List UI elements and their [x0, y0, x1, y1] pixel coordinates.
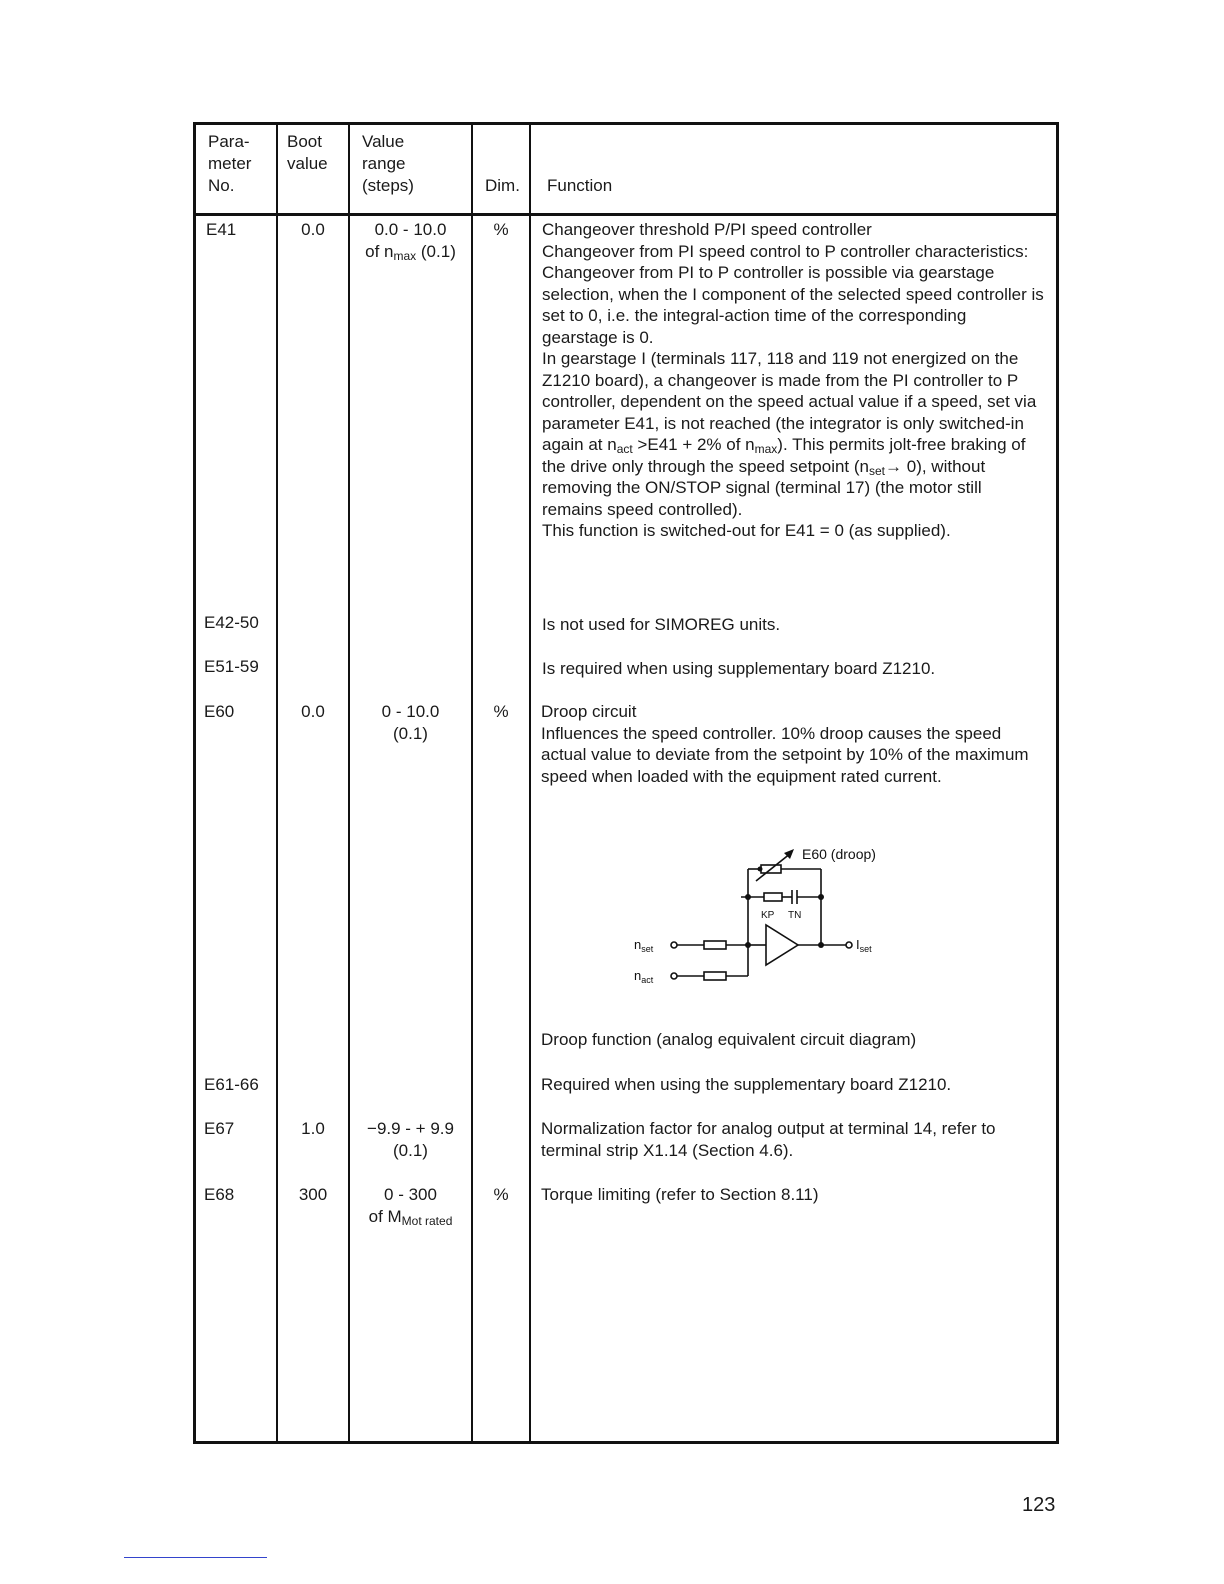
junction-dot [758, 867, 763, 872]
range-e60: 0 - 10.0 (0.1) [381, 702, 440, 743]
function-e61-66: Required when using the supplementary board Z1210. [541, 1075, 952, 1094]
function-e60-title: Droop circuit [541, 702, 637, 721]
junction-dot [745, 942, 751, 948]
kp-label: KP [761, 910, 775, 921]
param-e42-50: E42-50 [204, 613, 259, 632]
iset-terminal [846, 942, 852, 948]
boot-e60: 0.0 [301, 702, 325, 721]
nact-terminal [671, 973, 677, 979]
header-divider [196, 213, 1056, 216]
column-divider [529, 125, 531, 1441]
diagram-caption: Droop function (analog equivalent circuit diagram) [541, 1030, 917, 1049]
dim-e68: % [493, 1185, 509, 1204]
range-e67: −9.9 - + 9.9 (0.1) [367, 1119, 454, 1160]
nset-label: $n_{set}$ [634, 937, 654, 954]
param-e61-66: E61-66 [204, 1075, 259, 1094]
tn-label: TN [788, 910, 802, 921]
footer-rule [124, 1557, 267, 1558]
function-e68: Torque limiting (refer to Section 8.11) [541, 1185, 819, 1204]
range-e41 [350, 219, 471, 262]
boot-e67: 1.0 [301, 1119, 325, 1138]
range-e68: 0 - 300 of $M_{Mot rated}$ [368, 1185, 453, 1228]
droop-circuit-diagram [626, 835, 896, 1000]
nset-terminal [671, 942, 677, 948]
range-e41-line2: of $n_{max}$ (0.1) [365, 241, 456, 263]
function-e41-title: Changeover threshold P/PI speed controller [542, 220, 872, 239]
boot-e68: 300 [298, 1185, 328, 1204]
dim-e41: % [493, 220, 509, 239]
nset-resistor [704, 941, 726, 949]
boot-e41: 0.0 [301, 220, 325, 239]
param-e60: E60 [204, 702, 235, 721]
function-e67: Normalization factor for analog output at terminal 14, refer to terminal strip X1.14 (Section 4.6). [541, 1119, 996, 1160]
nact-label: $n_{act}$ [634, 968, 654, 985]
amplifier-symbol [766, 925, 798, 965]
param-e67: E67 [204, 1119, 235, 1138]
param-e51-59: E51-59 [204, 657, 259, 676]
function-e41: Changeover threshold P/PI speed controller Changeover from PI speed control to P controller characteristics: Changeover from PI to P controller is possible via gearstage selection, when the I component of the selected speed controller is set to 0, i.e. the integral-action time of the corresponding gearstage is 0. In gearstage I (terminals 117, 118 and 119 not energized on the Z1210 board), a changeover is made from the PI controller to P controller, dependent on the speed actual value if a speed, set via parameter E41, is not reached (the integrator is only switched-in again at $n_{act} >E41 + 2\%$ of $n_{max}$). This permits jolt-free braking of the drive only through the speed setpoint $(n_{set}\to 0)$, without removing the ON/STOP signal (terminal 17) (the motor still remains speed controlled). This function is switched-out for E41 = 0 (as supplied). [542, 219, 1046, 542]
nact-resistor [704, 972, 726, 980]
junction-dot [818, 942, 824, 948]
column-divider [276, 125, 278, 1441]
column-divider [348, 125, 350, 1441]
range-e41-line1: 0.0 - 10.0 [374, 220, 447, 239]
header-function: Function [547, 176, 613, 195]
page-number: 123 [1022, 1494, 1056, 1516]
header-dim: Dim. [485, 176, 520, 195]
iset-label: $I_{set}$ [856, 937, 872, 954]
param-e41: E41 [206, 220, 237, 239]
droop-label: E60 (droop) [802, 846, 876, 862]
junction-dot [818, 894, 824, 900]
header-param-no: Para- meter No. [208, 132, 252, 195]
parameter-table [193, 122, 1059, 1444]
junction-dot [745, 894, 751, 900]
column-divider [471, 125, 473, 1441]
header-boot-value: Boot value [287, 132, 328, 173]
dim-e60: % [493, 702, 509, 721]
function-e60: Droop circuit Influences the speed controller. 10% droop causes the speed actual value to deviate from the setpoint by 10% of the maximum speed when loaded with the equipment rated current. [541, 701, 1049, 787]
param-e68: E68 [204, 1185, 235, 1204]
kp-resistor [764, 893, 782, 901]
header-value-range: Value range (steps) [362, 132, 414, 195]
function-e42-50: Is not used for SIMOREG units. [542, 615, 781, 634]
function-e51-59: Is required when using supplementary board Z1210. [542, 659, 936, 678]
